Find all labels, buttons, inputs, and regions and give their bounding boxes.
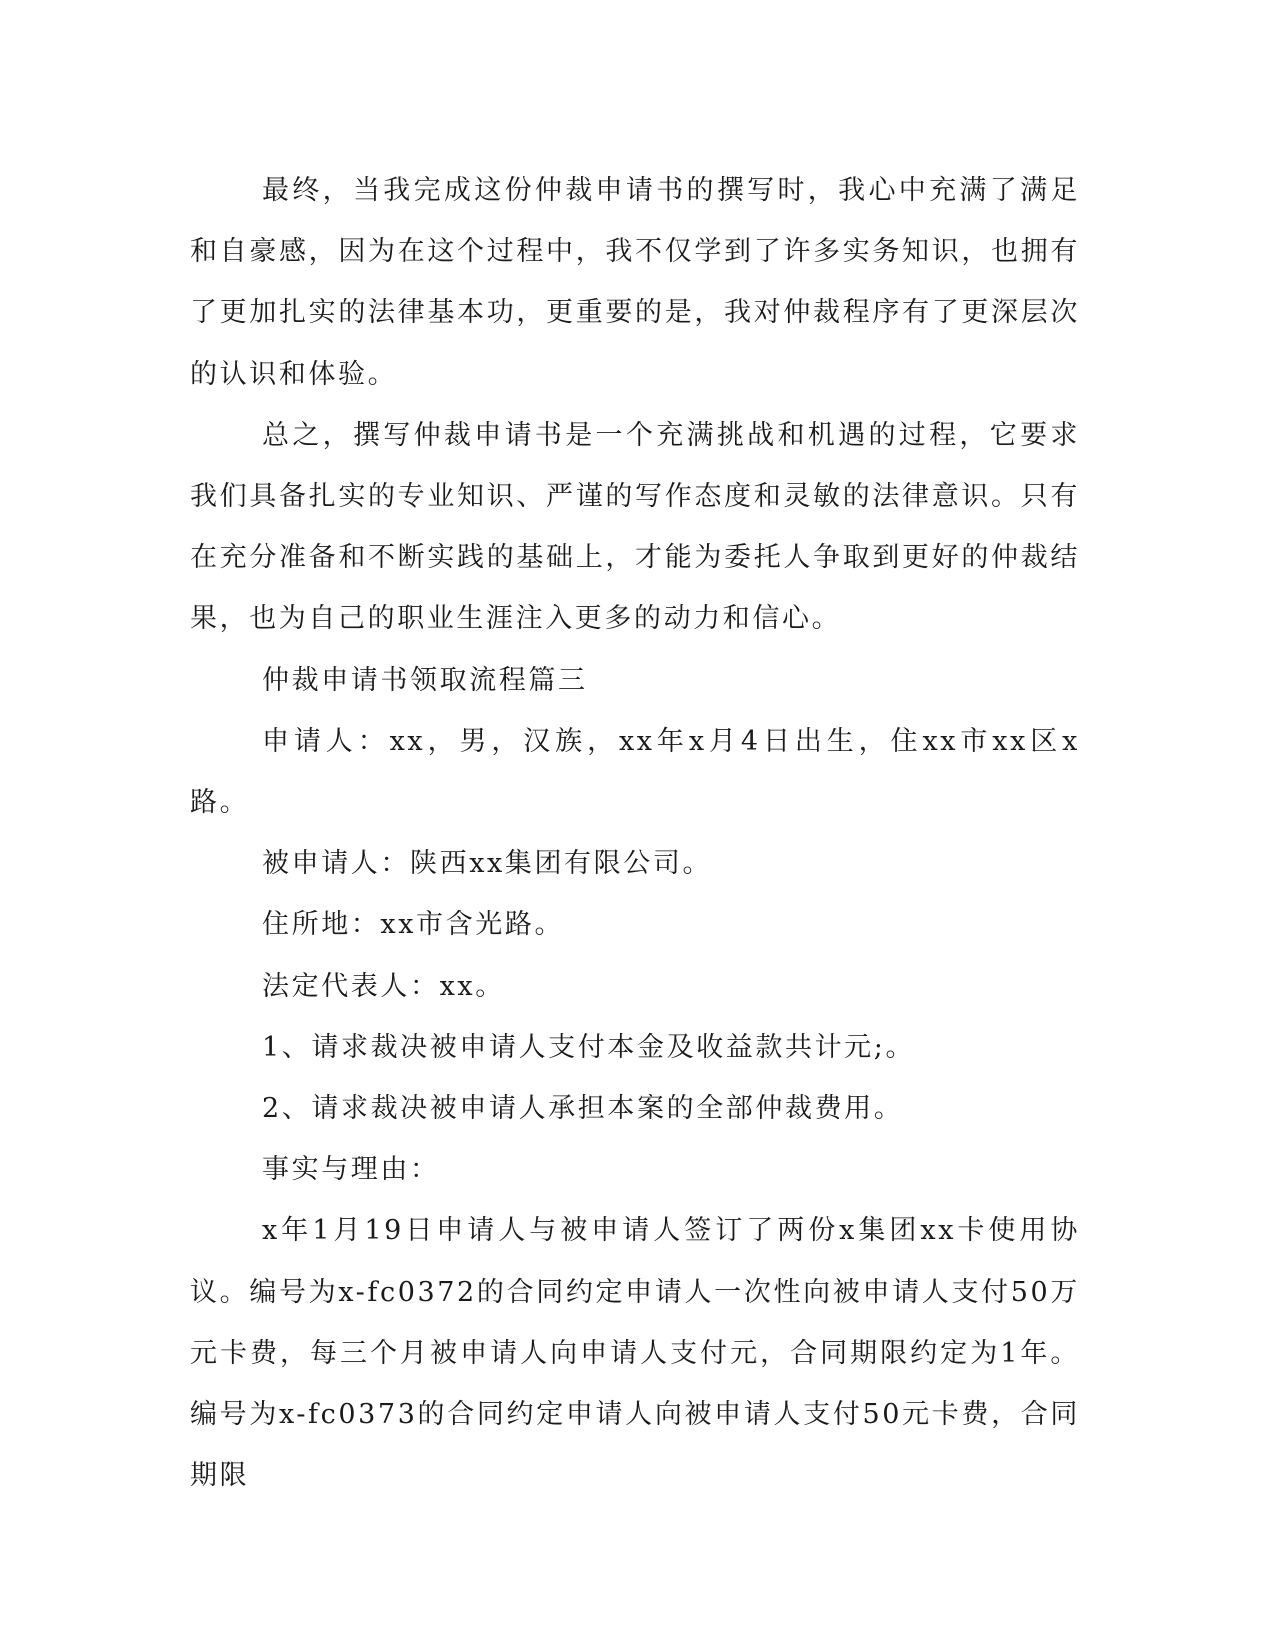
paragraph-facts-body: x年1月19日申请人与被申请人签订了两份x集团xx卡使用协议。编号为x-fc0372的合同约定申请人一次性向被申请人支付50万元卡费，每三个月被申请人向申请人支付元，合同期限约定为1年。编号为x-fc0373的合同约定申请人向被申请人支付50元卡费，合同期限 — [190, 1215, 1080, 1492]
paragraph-request-2: 2、请求裁决被申请人承担本案的全部仲裁费用。 — [262, 1093, 904, 1125]
document-body — [190, 160, 1080, 1506]
paragraph-conclusion-reflection: 最终，当我完成这份仲裁申请书的撰写时，我心中充满了满足和自豪感，因为在这个过程中，我不仅学到了许多实务知识，也拥有了更加扎实的法律基本功，更重要的是，我对仲裁程序有了更深层次的认识和体验。 — [190, 175, 1080, 390]
paragraph-legal-representative: 法定代表人：xx。 — [262, 970, 505, 1002]
paragraph-applicant: 申请人：xx，男，汉族，xx年x月4日出生，住xx市xx区x路。 — [190, 725, 1080, 819]
paragraph-summary: 总之，撰写仲裁申请书是一个充满挑战和机遇的过程，它要求我们具备扎实的专业知识、严谨的写作态度和灵敏的法律意识。只有在充分准备和不断实践的基础上，才能为委托人争取到更好的仲裁结果，也为自己的职业生涯注入更多的动力和信心。 — [190, 419, 1080, 635]
section-heading: 仲裁申请书领取流程篇三 — [262, 664, 588, 696]
paragraph-address: 住所地：xx市含光路。 — [262, 909, 565, 941]
paragraph-respondent: 被申请人：陕西xx集团有限公司。 — [262, 848, 713, 880]
paragraph-request-1: 1、请求裁决被申请人支付本金及收益款共计元;。 — [262, 1031, 916, 1063]
paragraph-facts-heading: 事实与理由： — [262, 1154, 440, 1186]
